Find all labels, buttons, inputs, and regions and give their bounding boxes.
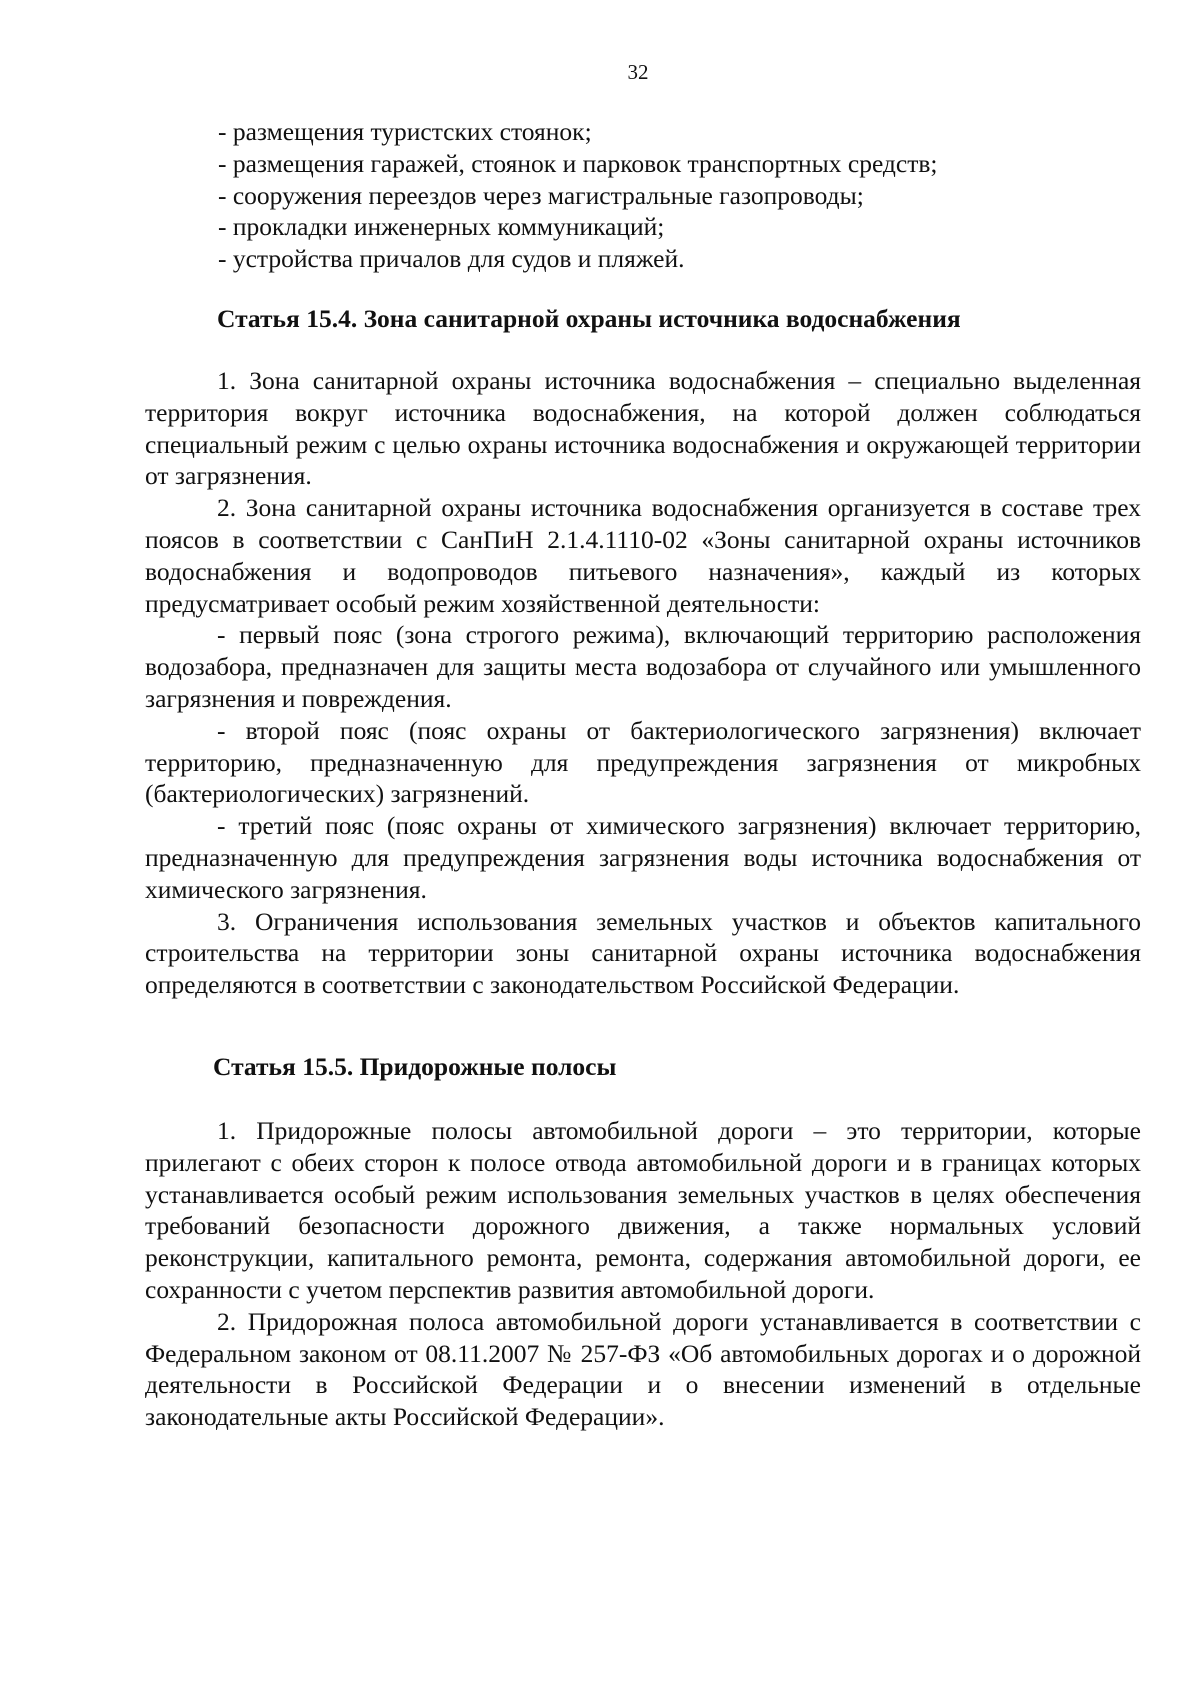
paragraph: 2. Зона санитарной охраны источника водоснабжения организуется в составе трех поясов в соответствии с СанПиН 2.1.4.1110-02 «Зоны санитарной охраны источников водоснабжения и водопроводов питьевого назначения», каждый из которых предусматривает особый режим хозяйственной деятельности: (145, 493, 1141, 618)
article-15-5 (145, 1051, 1141, 1433)
list-item: - устройства причалов для судов и пляжей. (218, 244, 685, 274)
paragraph: 2. Придорожная полоса автомобильной дороги устанавливается в соответствии с Федеральном законом от 08.11.2007 № 257-ФЗ «Об автомобильных дорогах и о дорожной деятельности в Российской Федерации и о внесении изменений в отдельные законодательные акты Российской Федерации». (145, 1306, 1141, 1432)
paragraph: 1. Придорожные полосы автомобильной дороги – это территории, которые прилегают с обеих сторон к полосе отвода автомобильной дороги и в границах которых устанавливается особый режим использования земельных участков в целях обеспечения требований безопасности дорожного движения, а также нормальных условий реконструкции, капитального ремонта, ремонта, содержания автомобильной дороги, ее сохранности с учетом перспектив развития автомобильной дороги. (145, 1115, 1141, 1304)
paragraph: - второй пояс (пояс охраны от бактериологического загрязнения) включает территорию, предназначенную для предупреждения загрязнения от микробных (бактериологических) загрязнений. (145, 715, 1141, 809)
paragraph: - третий пояс (пояс охраны от химического загрязнения) включает территорию, предназначенную для предупреждения загрязнения воды источника водоснабжения от химического загрязнения. (145, 811, 1141, 904)
list-item: - прокладки инженерных коммуникаций; (218, 212, 665, 242)
article-heading: Статья 15.5. Придорожные полосы (213, 1051, 617, 1081)
article-15-4 (145, 303, 1141, 1001)
paragraph: - первый пояс (зона строгого режима), включающий территорию расположения водозабора, предназначен для защиты места водозабора от случайного или умышленного загрязнения и повреждения. (145, 620, 1141, 713)
page-number: 32 (627, 60, 649, 84)
article-heading: Статья 15.4. Зона санитарной охраны источника водоснабжения (217, 303, 961, 333)
restriction-list (218, 116, 1141, 275)
list-item: - размещения туристских стоянок; (218, 117, 592, 146)
list-item: - сооружения переездов через магистральные газопроводы; (218, 180, 864, 210)
list-item: - размещения гаражей, стоянок и парковок транспортных средств; (218, 148, 938, 178)
paragraph: 3. Ограничения использования земельных участков и объектов капитального строительства на территории зоны санитарной охраны источника водоснабжения определяются в соответствии с законодательством Российской Федерации. (145, 906, 1141, 1000)
paragraph: 1. Зона санитарной охраны источника водоснабжения – специально выделенная территория вокруг источника водоснабжения, на которой должен соблюдаться специальный режим с целью охраны источника водоснабжения и окружающей территории от загрязнения. (145, 365, 1141, 491)
page-content (145, 116, 1141, 1433)
